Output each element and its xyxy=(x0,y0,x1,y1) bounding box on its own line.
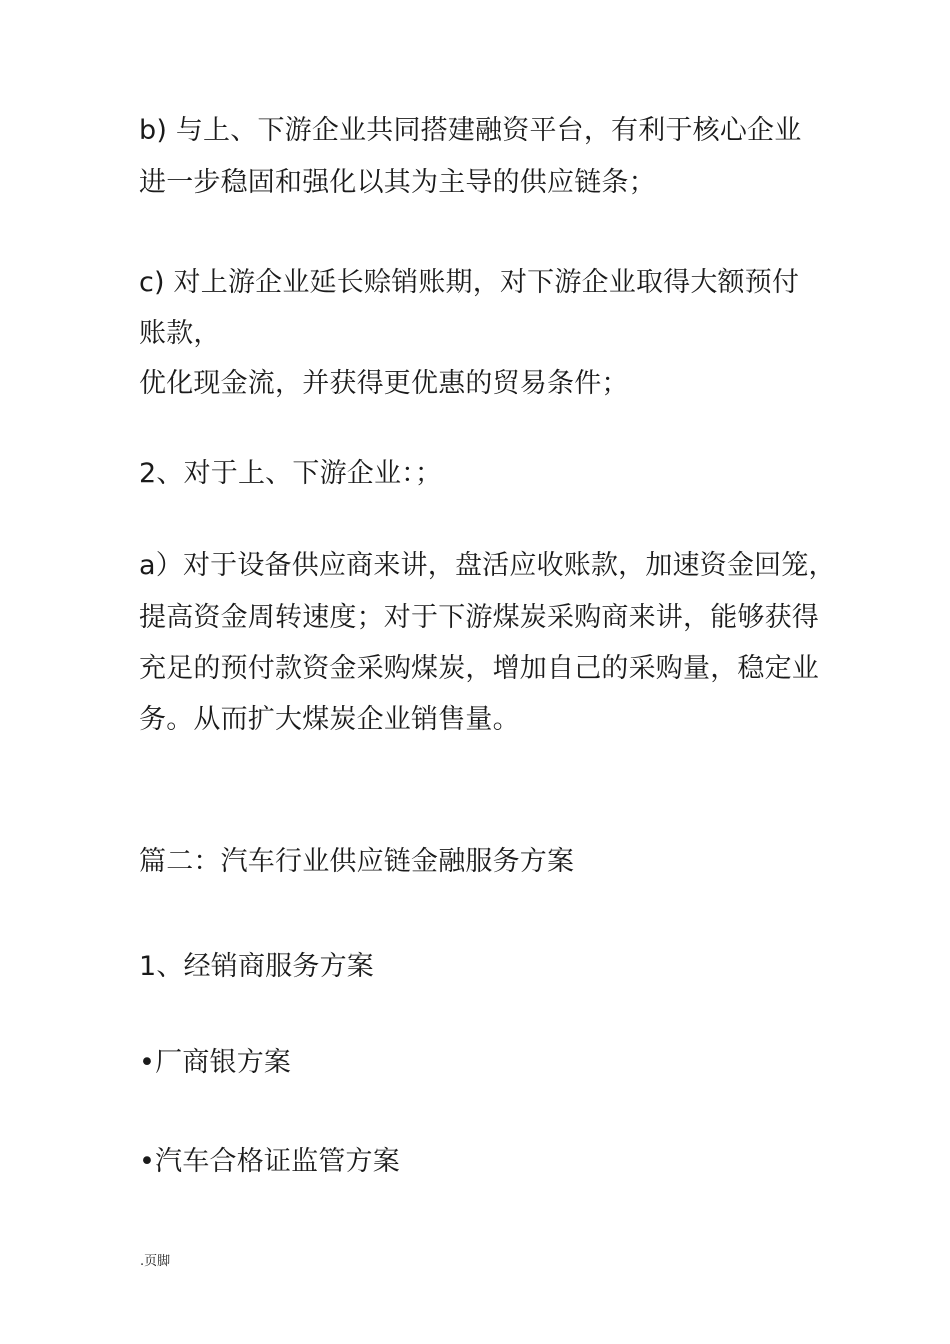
paragraph-line: a）对于设备供应商来讲，盘活应收账款，加速资金回笼， xyxy=(139,550,836,581)
bullet-item: •厂商银方案 xyxy=(139,1047,292,1078)
bullet-item: •汽车合格证监管方案 xyxy=(139,1146,400,1177)
section-heading: 1、经销商服务方案 xyxy=(139,951,374,982)
paragraph-line: 提高资金周转速度；对于下游煤炭采购商来讲，能够获得 xyxy=(139,602,819,633)
section-heading: 2、对于上、下游企业：； xyxy=(139,458,443,489)
paragraph-line: 充足的预付款资金采购煤炭，增加自己的采购量，稳定业 xyxy=(139,653,819,684)
paragraph-line: 优化现金流，并获得更优惠的贸易条件； xyxy=(139,368,629,399)
paragraph-line: c) 对上游企业延长赊销账期，对下游企业取得大额预付 xyxy=(139,267,800,298)
chapter-heading: 篇二：汽车行业供应链金融服务方案 xyxy=(139,846,575,877)
page-footer: .页脚 xyxy=(140,1254,171,1269)
paragraph-line: 务。从而扩大煤炭企业销售量。 xyxy=(139,704,520,735)
paragraph-line: 账款， xyxy=(139,318,221,349)
paragraph-line: 进一步稳固和强化以其为主导的供应链条； xyxy=(139,167,656,198)
paragraph-line: b) 与上、下游企业共同搭建融资平台，有利于核心企业 xyxy=(139,115,802,146)
